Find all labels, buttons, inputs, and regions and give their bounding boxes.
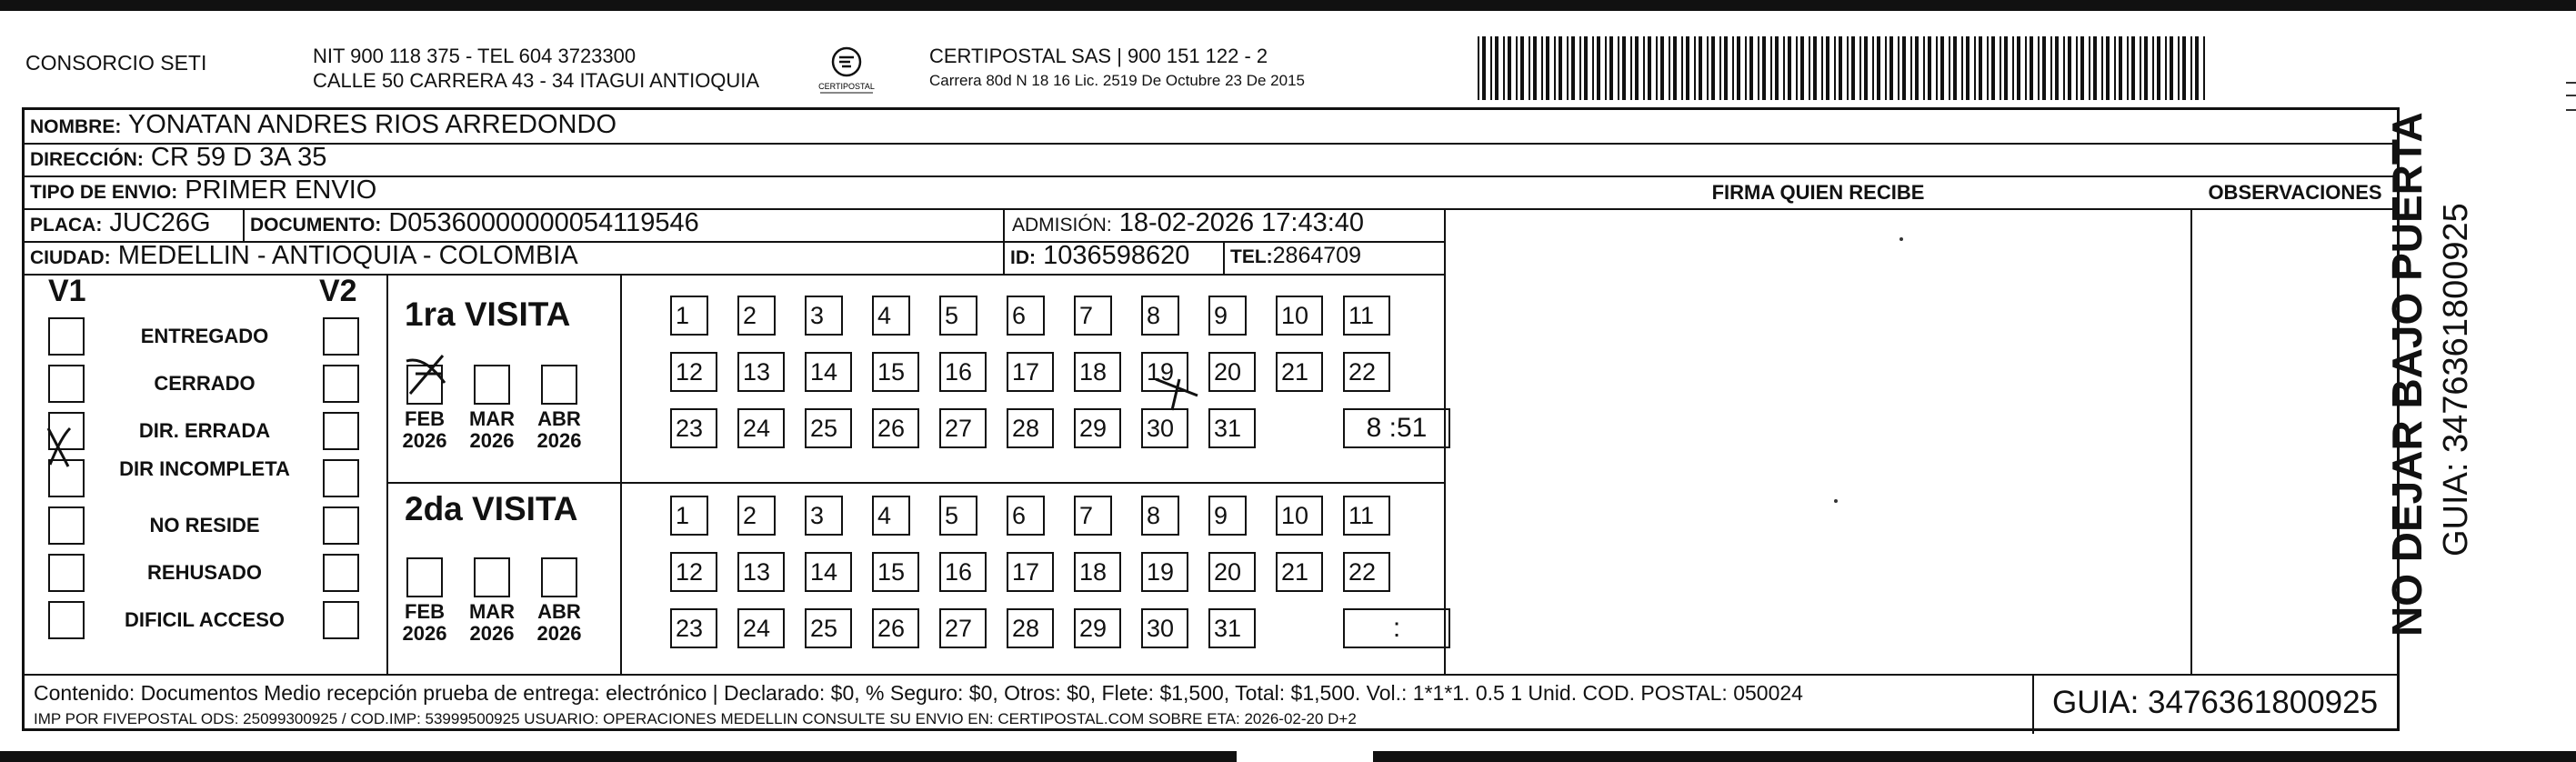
barcode-bar bbox=[2012, 36, 2014, 100]
visit1-day-box[interactable]: 9 bbox=[1208, 296, 1247, 336]
admission-value: 18-02-2026 17:43:40 bbox=[1118, 208, 1365, 237]
barcode-bar bbox=[1719, 36, 1721, 100]
visit1-day-box[interactable]: 1 bbox=[670, 296, 708, 336]
barcode-bar bbox=[1622, 36, 1626, 100]
barcode-bar bbox=[1923, 36, 1925, 100]
shipment-type: PRIMER ENVIO bbox=[185, 175, 377, 205]
barcode-bar bbox=[1669, 36, 1670, 100]
visit1-day-box[interactable]: 29 bbox=[1074, 408, 1121, 448]
barcode-bar bbox=[2068, 36, 2071, 100]
barcode-bar bbox=[1889, 36, 1893, 100]
visit1-day-box[interactable]: 20 bbox=[1208, 352, 1256, 392]
document-value: D05360000000054119546 bbox=[388, 208, 699, 237]
barcode-bar bbox=[1584, 36, 1588, 100]
certipostal-info bbox=[929, 44, 1305, 93]
barcode-bar bbox=[1885, 36, 1887, 100]
barcode-bar bbox=[2004, 36, 2008, 100]
status-label: DIFICIL ACCESO bbox=[124, 608, 285, 631]
barcode-bar bbox=[1686, 36, 1689, 100]
barcode-bar bbox=[1902, 36, 1906, 100]
barcode-bar bbox=[1821, 36, 1823, 100]
visit2-day-box[interactable]: 8 bbox=[1141, 496, 1179, 536]
barcode-bar bbox=[1898, 36, 1899, 100]
visit1-month-check bbox=[406, 356, 445, 394]
barcode-bar bbox=[1961, 36, 1963, 100]
visit1-day-box[interactable]: 13 bbox=[737, 352, 785, 392]
barcode-bar bbox=[1503, 36, 1505, 100]
barcode-bar bbox=[1635, 36, 1639, 100]
barcode-bar bbox=[1554, 36, 1556, 100]
barcode-bar bbox=[2038, 36, 2040, 100]
visit1-day-box[interactable]: 14 bbox=[805, 352, 852, 392]
barcode-bar bbox=[1571, 36, 1575, 100]
barcode-bar bbox=[1618, 36, 1619, 100]
visit2-day-box[interactable]: 15 bbox=[872, 552, 919, 592]
visit1-day-box[interactable]: 5 bbox=[939, 296, 977, 336]
document-label: DOCUMENTO: bbox=[250, 215, 382, 236]
barcode-bar bbox=[1936, 36, 1938, 100]
barcode-bar bbox=[2089, 36, 2090, 100]
month-name: FEB bbox=[405, 600, 445, 623]
nit-line: NIT 900 118 375 - TEL 604 3723300 bbox=[313, 45, 636, 67]
barcode-bar bbox=[2182, 36, 2186, 100]
month-year: 2026 bbox=[536, 429, 582, 452]
handwritten-marks bbox=[25, 110, 2398, 734]
visit2-day-box[interactable]: 13 bbox=[737, 552, 785, 592]
month-name: MAR bbox=[468, 600, 516, 623]
month-year: 2026 bbox=[469, 622, 515, 645]
barcode-bar bbox=[1758, 36, 1759, 100]
barcode-bar bbox=[2025, 36, 2027, 100]
visit2-day-box[interactable]: 7 bbox=[1074, 496, 1112, 536]
barcode-bar bbox=[1809, 36, 1810, 100]
barcode-bar bbox=[2076, 36, 2078, 100]
status-label: ENTREGADO bbox=[140, 325, 269, 347]
barcode-bar bbox=[1796, 36, 1798, 100]
visit2-time-box[interactable]: : bbox=[1343, 608, 1450, 648]
barcode-bar bbox=[1775, 36, 1779, 100]
barcode bbox=[1478, 36, 2210, 100]
barcode-bar bbox=[1877, 36, 1880, 100]
barcode-bar bbox=[1673, 36, 1677, 100]
barcode-bar bbox=[1567, 36, 1569, 100]
visit2-day-box[interactable]: 26 bbox=[872, 608, 919, 648]
visit2-day-box[interactable]: 17 bbox=[1007, 552, 1054, 592]
barcode-bar bbox=[2106, 36, 2110, 100]
barcode-bar bbox=[2131, 36, 2135, 100]
visit2-day-box[interactable]: 1 bbox=[670, 496, 708, 536]
status-label: DIR INCOMPLETA bbox=[119, 457, 290, 480]
barcode-bar bbox=[1783, 36, 1785, 100]
barcode-bar bbox=[1953, 36, 1957, 100]
barcode-bar bbox=[2055, 36, 2059, 100]
v1-handwritten-check bbox=[48, 428, 70, 466]
status-label: REHUSADO bbox=[147, 561, 262, 584]
barcode-bar bbox=[2165, 36, 2167, 100]
barcode-bar bbox=[2000, 36, 2001, 100]
barcode-bar bbox=[1643, 36, 1645, 100]
visit1-time-box[interactable]: 8 :51 bbox=[1343, 408, 1450, 448]
certipostal-logo bbox=[815, 42, 878, 98]
month-year: 2026 bbox=[469, 429, 515, 452]
plate-value: JUC26G bbox=[109, 208, 211, 237]
barcode-bar bbox=[1559, 36, 1562, 100]
barcode-bar bbox=[1851, 36, 1855, 100]
visit2-day-box[interactable]: 5 bbox=[939, 496, 977, 536]
month-year: 2026 bbox=[402, 622, 447, 645]
visit1-day-box[interactable]: 4 bbox=[872, 296, 910, 336]
barcode-bar bbox=[1974, 36, 1976, 100]
barcode-bar bbox=[1788, 36, 1791, 100]
barcode-bar bbox=[1910, 36, 1912, 100]
barcode-bar bbox=[1605, 36, 1607, 100]
barcode-bar bbox=[2170, 36, 2173, 100]
name-label: NOMBRE: bbox=[30, 116, 122, 137]
barcode-bar bbox=[1681, 36, 1683, 100]
month-year: 2026 bbox=[536, 622, 582, 645]
barcode-bar bbox=[1529, 36, 1530, 100]
barcode-bar bbox=[1847, 36, 1849, 100]
barcode-bar bbox=[1762, 36, 1766, 100]
id-value: 1036598620 bbox=[1043, 241, 1190, 270]
visit2-day-box[interactable]: 24 bbox=[737, 608, 785, 648]
visit1-day-box[interactable]: 19 bbox=[1141, 352, 1188, 392]
barcode-bar bbox=[1490, 36, 1492, 100]
company-address bbox=[313, 44, 759, 93]
barcode-bar bbox=[1478, 36, 1479, 100]
visit2-day-box[interactable]: 30 bbox=[1141, 608, 1188, 648]
observations-header: OBSERVACIONES bbox=[2208, 181, 2382, 204]
visit2-day-box[interactable]: 19 bbox=[1141, 552, 1188, 592]
imp-line: IMP POR FIVEPOSTAL ODS: 25099300925 / COD.IMP: 53999500925 USUARIO: OPERACIONES MEDELLIN CONSULTE SU ENVIO EN: CERTIPOSTAL.COM SOBRE ETA: 2026-02-20 D+2 bbox=[34, 710, 1357, 727]
barcode-bar bbox=[1737, 36, 1740, 100]
recipient-address: CR 59 D 3A 35 bbox=[150, 143, 327, 172]
visit1-day-box[interactable]: 16 bbox=[939, 352, 987, 392]
visit1-day-box[interactable]: 22 bbox=[1343, 352, 1390, 392]
barcode-bar bbox=[1770, 36, 1772, 100]
visit1-day-box[interactable]: 3 bbox=[805, 296, 843, 336]
visit2-day-box[interactable]: 14 bbox=[805, 552, 852, 592]
visit2-day-box[interactable]: 6 bbox=[1007, 496, 1045, 536]
contents-line: Contenido: Documentos Medio recepción prueba de entrega: electrónico | Declarado: $0, % Seguro: $0, Otros: $0, Flete: $1,500, Total: $1,500. Vol.: 1*1*1. 0.5 1 Unid. COD. POSTAL: 050024 bbox=[34, 681, 1803, 705]
barcode-bar bbox=[2203, 36, 2205, 100]
v2-header: V2 bbox=[319, 274, 357, 308]
barcode-bar bbox=[1915, 36, 1919, 100]
visit1-day-box[interactable]: 30 bbox=[1141, 408, 1188, 448]
company-name: CONSORCIO SETI bbox=[25, 51, 207, 75]
barcode-bar bbox=[2195, 36, 2199, 100]
visit2-day-box[interactable]: 28 bbox=[1007, 608, 1054, 648]
address-line: CALLE 50 CARRERA 43 - 34 ITAGUI ANTIOQUIA bbox=[313, 69, 760, 92]
barcode-bar bbox=[1699, 36, 1702, 100]
visit1-day-box[interactable]: 10 bbox=[1276, 296, 1323, 336]
tel-label: TEL: bbox=[1230, 246, 1273, 267]
visit1-day-box[interactable]: 27 bbox=[939, 408, 987, 448]
visit1-day-box[interactable]: 23 bbox=[670, 408, 717, 448]
logo-text: CERTIPOSTAL bbox=[818, 82, 875, 91]
barcode-bar bbox=[2030, 36, 2033, 100]
barcode-bar bbox=[1749, 36, 1753, 100]
visit2-day-box[interactable]: 12 bbox=[670, 552, 717, 592]
visit2-day-box[interactable]: 4 bbox=[872, 496, 910, 536]
no-dejar-notice: NO DEJAR BAJO PUERTA bbox=[2383, 112, 2431, 637]
visit1-day-box[interactable]: 6 bbox=[1007, 296, 1045, 336]
delivery-form bbox=[22, 107, 2400, 731]
barcode-bar bbox=[1864, 36, 1868, 100]
visit1-day-box[interactable]: 7 bbox=[1074, 296, 1112, 336]
barcode-bar bbox=[1966, 36, 1970, 100]
barcode-bar bbox=[1991, 36, 1995, 100]
visit1-day-mark bbox=[1156, 379, 1198, 410]
status-label: CERRADO bbox=[154, 372, 256, 395]
visit1-day-box[interactable]: 8 bbox=[1141, 296, 1179, 336]
barcode-bar bbox=[2080, 36, 2084, 100]
visit1-day-box[interactable]: 24 bbox=[737, 408, 785, 448]
barcode-bar bbox=[1826, 36, 1829, 100]
barcode-bar bbox=[2017, 36, 2020, 100]
visit2-day-box[interactable]: 29 bbox=[1074, 608, 1121, 648]
month-name: ABR bbox=[537, 407, 581, 430]
id-label: ID: bbox=[1010, 247, 1036, 268]
visit1-day-box[interactable]: 28 bbox=[1007, 408, 1054, 448]
barcode-bar bbox=[2050, 36, 2052, 100]
barcode-bar bbox=[1859, 36, 1861, 100]
visit2-title: 2da VISITA bbox=[405, 490, 578, 527]
visit2-day-box[interactable]: 22 bbox=[1343, 552, 1390, 592]
visit1-day-box[interactable]: 26 bbox=[872, 408, 919, 448]
barcode-bar bbox=[2063, 36, 2065, 100]
barcode-bar bbox=[1940, 36, 1944, 100]
barcode-bar bbox=[1813, 36, 1817, 100]
barcode-bar bbox=[2101, 36, 2103, 100]
barcode-bar bbox=[1949, 36, 1950, 100]
barcode-bar bbox=[1800, 36, 1804, 100]
visit1-day-box[interactable]: 25 bbox=[805, 408, 852, 448]
visit1-day-box[interactable]: 21 bbox=[1276, 352, 1323, 392]
visit1-day-box[interactable]: 15 bbox=[872, 352, 919, 392]
scan-top-border bbox=[0, 0, 2576, 11]
city-value: MEDELLIN - ANTIOQUIA - COLOMBIA bbox=[117, 241, 578, 270]
month-name: ABR bbox=[537, 600, 581, 623]
side-guia: GUIA: 3476361800925 bbox=[2437, 203, 2475, 556]
visit1-day-box[interactable]: 2 bbox=[737, 296, 776, 336]
barcode-bar bbox=[1660, 36, 1664, 100]
barcode-bar bbox=[1508, 36, 1511, 100]
barcode-bar bbox=[2042, 36, 2046, 100]
barcode-bar bbox=[1520, 36, 1524, 100]
barcode-bar bbox=[1592, 36, 1594, 100]
visit1-day-box[interactable]: 11 bbox=[1343, 296, 1390, 336]
status-label: NO RESIDE bbox=[149, 514, 260, 536]
barcode-bar bbox=[1495, 36, 1498, 100]
barcode-bar bbox=[1579, 36, 1581, 100]
barcode-bar bbox=[2093, 36, 2097, 100]
license-line: Carrera 80d N 18 16 Lic. 2519 De Octubre 23 De 2015 bbox=[929, 72, 1305, 89]
barcode-bar bbox=[2152, 36, 2154, 100]
plate-label: PLACA: bbox=[30, 215, 103, 236]
barcode-bar bbox=[1872, 36, 1874, 100]
tel-value: 2864709 bbox=[1272, 243, 1361, 268]
barcode-bar bbox=[1979, 36, 1982, 100]
certipostal-line: CERTIPOSTAL SAS | 900 151 122 - 2 bbox=[929, 45, 1268, 67]
visit2-day-box[interactable]: 21 bbox=[1276, 552, 1323, 592]
visit2-day-box[interactable]: 9 bbox=[1208, 496, 1247, 536]
barcode-bar bbox=[2144, 36, 2148, 100]
visit1-day-box[interactable]: 31 bbox=[1208, 408, 1256, 448]
barcode-bar bbox=[1711, 36, 1715, 100]
barcode-bar bbox=[2190, 36, 2192, 100]
visit2-day-box[interactable]: 25 bbox=[805, 608, 852, 648]
month-name: MAR bbox=[468, 407, 516, 430]
visit2-day-box[interactable]: 16 bbox=[939, 552, 987, 592]
address-label: DIRECCIÓN: bbox=[30, 149, 144, 170]
recipient-name: YONATAN ANDRES RIOS ARREDONDO bbox=[127, 110, 616, 139]
barcode-bar bbox=[2178, 36, 2180, 100]
barcode-bar bbox=[1597, 36, 1600, 100]
barcode-bar bbox=[1630, 36, 1632, 100]
visit2-day-box[interactable]: 23 bbox=[670, 608, 717, 648]
barcode-bar bbox=[2157, 36, 2160, 100]
visit1-day-box[interactable]: 12 bbox=[670, 352, 717, 392]
visit1-title: 1ra VISITA bbox=[405, 296, 571, 333]
barcode-bar bbox=[1482, 36, 1486, 100]
month-year: 2026 bbox=[402, 429, 447, 452]
barcode-bar bbox=[1987, 36, 1989, 100]
barcode-bar bbox=[1609, 36, 1613, 100]
visit2-day-box[interactable]: 2 bbox=[737, 496, 776, 536]
visit2-day-box[interactable]: 27 bbox=[939, 608, 987, 648]
barcode-bar bbox=[2140, 36, 2141, 100]
barcode-bar bbox=[1724, 36, 1728, 100]
barcode-bar bbox=[1732, 36, 1734, 100]
barcode-bar bbox=[2114, 36, 2116, 100]
type-label: TIPO DE ENVIO: bbox=[30, 182, 178, 203]
barcode-bar bbox=[1533, 36, 1537, 100]
barcode-bar bbox=[1928, 36, 1931, 100]
barcode-bar bbox=[1516, 36, 1518, 100]
month-name: FEB bbox=[405, 407, 445, 430]
visit1-day-box[interactable]: 17 bbox=[1007, 352, 1054, 392]
visit2-day-box[interactable]: 20 bbox=[1208, 552, 1256, 592]
barcode-bar bbox=[2119, 36, 2122, 100]
v1-header: V1 bbox=[48, 274, 86, 308]
status-label: DIR. ERRADA bbox=[138, 419, 271, 442]
visit2-day-box[interactable]: 18 bbox=[1074, 552, 1121, 592]
admission-label: ADMISIÓN: bbox=[1012, 215, 1112, 236]
signature-header: FIRMA QUIEN RECIBE bbox=[1711, 181, 1925, 204]
barcode-bar bbox=[1834, 36, 1836, 100]
barcode-bar bbox=[1656, 36, 1658, 100]
barcode-bar bbox=[1694, 36, 1696, 100]
barcode-bar bbox=[1707, 36, 1709, 100]
barcode-bar bbox=[1839, 36, 1842, 100]
barcode-bar bbox=[1541, 36, 1543, 100]
barcode-bar bbox=[1648, 36, 1651, 100]
guia-number: GUIA: 3476361800925 bbox=[2052, 685, 2379, 720]
city-label: CIUDAD: bbox=[30, 247, 111, 268]
barcode-bar bbox=[2127, 36, 2129, 100]
visit2-day-box[interactable]: 31 bbox=[1208, 608, 1256, 648]
visit1-day-box[interactable]: 18 bbox=[1074, 352, 1121, 392]
visit2-day-box[interactable]: 11 bbox=[1343, 496, 1390, 536]
visit2-day-box[interactable]: 10 bbox=[1276, 496, 1323, 536]
barcode-bar bbox=[1546, 36, 1549, 100]
barcode-bar bbox=[1745, 36, 1747, 100]
visit2-day-box[interactable]: 3 bbox=[805, 496, 843, 536]
